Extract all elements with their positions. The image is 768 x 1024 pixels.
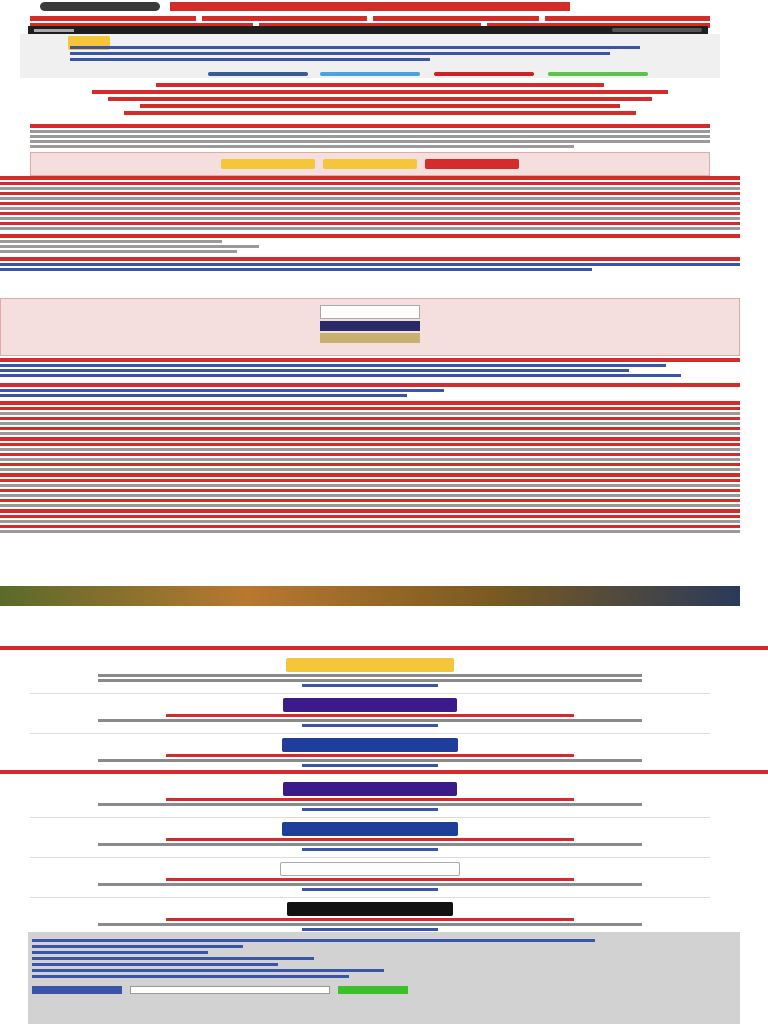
read-button[interactable] xyxy=(302,928,438,931)
article-thumbnail[interactable] xyxy=(282,738,458,752)
similar-articles-list xyxy=(30,778,710,938)
nav-link[interactable] xyxy=(373,16,539,21)
facebook-share-button[interactable] xyxy=(208,72,308,76)
twitter-share-button[interactable] xyxy=(320,72,420,76)
document-description xyxy=(70,46,670,64)
nav-link[interactable] xyxy=(545,16,711,21)
nav-link[interactable] xyxy=(202,16,368,21)
article-body-continued xyxy=(0,358,740,535)
article-body xyxy=(0,176,740,273)
pinterest-share-button[interactable] xyxy=(434,72,534,76)
search-input[interactable] xyxy=(612,28,702,32)
document-title-block xyxy=(60,80,700,118)
subscribe-button[interactable] xyxy=(338,986,408,994)
article-thumbnail[interactable] xyxy=(283,698,457,712)
similar-articles-section xyxy=(0,770,768,776)
print-button[interactable] xyxy=(425,159,519,169)
site-name xyxy=(170,2,570,11)
menu-bar xyxy=(28,26,708,34)
intro-section xyxy=(30,124,710,176)
featured-banner-image[interactable] xyxy=(0,586,740,606)
related-documents-gallery xyxy=(0,298,740,356)
footer-logo[interactable] xyxy=(32,986,122,994)
list-item[interactable] xyxy=(30,858,710,898)
article-thumbnail[interactable] xyxy=(283,782,457,796)
whatsapp-share-button[interactable] xyxy=(548,72,648,76)
list-item[interactable] xyxy=(30,818,710,858)
list-item[interactable] xyxy=(30,778,710,818)
list-item[interactable] xyxy=(30,694,710,734)
article-thumbnail[interactable] xyxy=(280,862,460,876)
footer xyxy=(28,932,740,1024)
read-button[interactable] xyxy=(302,808,438,811)
nav-link[interactable] xyxy=(30,16,196,21)
logo-mark-icon xyxy=(40,2,160,11)
read-button[interactable] xyxy=(302,724,438,727)
download-button[interactable] xyxy=(221,159,315,169)
read-button[interactable] xyxy=(302,848,438,851)
article-thumbnail[interactable] xyxy=(286,658,454,672)
document-thumbnail[interactable] xyxy=(320,305,420,319)
more-articles-section xyxy=(0,646,768,652)
list-item[interactable] xyxy=(30,654,710,694)
site-logo[interactable] xyxy=(40,2,540,12)
document-thumbnail[interactable] xyxy=(320,321,420,331)
document-thumbnail[interactable] xyxy=(320,333,420,343)
list-item[interactable] xyxy=(30,734,710,774)
newsletter-input[interactable] xyxy=(130,986,330,994)
article-thumbnail[interactable] xyxy=(282,822,458,836)
read-button[interactable] xyxy=(302,684,438,687)
download-box xyxy=(30,152,710,176)
read-online-button[interactable] xyxy=(323,159,417,169)
document-info-box xyxy=(20,34,720,78)
article-thumbnail[interactable] xyxy=(287,902,453,916)
more-articles-list xyxy=(30,654,710,774)
read-button[interactable] xyxy=(302,888,438,891)
read-button[interactable] xyxy=(302,764,438,767)
menu-icon[interactable] xyxy=(34,29,74,32)
